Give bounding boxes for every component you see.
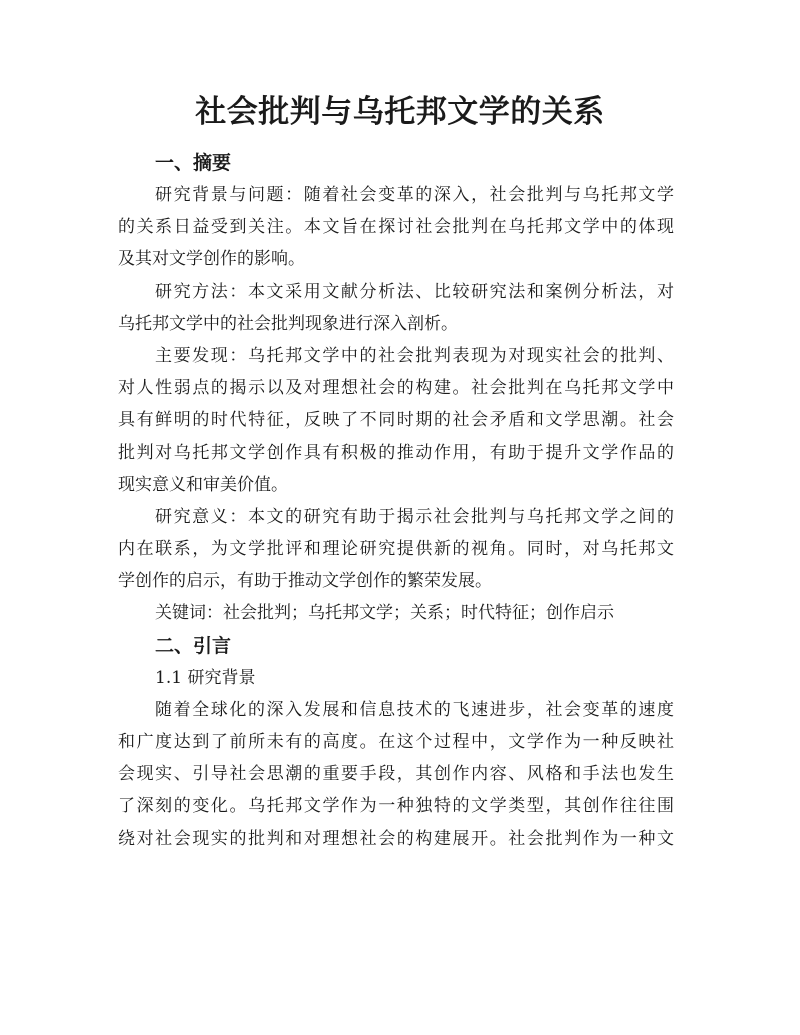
abstract-significance-paragraph [118,501,674,598]
paragraph-line: 主要发现：乌托邦文学中的社会批判表现为对现实社会的批判、 [155,345,674,366]
abstract-findings-paragraph [118,340,674,501]
section-heading-introduction: 二、引言 [155,634,232,657]
keywords-paragraph [118,597,674,629]
paragraph-line: 内在联系，为文学批评和理论研究提供新的视角。同时，对乌托邦文 [118,539,674,560]
abstract-method-paragraph [118,276,674,340]
paragraph-line: 批判对乌托邦文学创作具有积极的推动作用，有助于提升文学作品的 [118,442,674,463]
abstract-background-paragraph [118,179,674,276]
paragraph-line: 具有鲜明的时代特征，反映了不同时期的社会矛盾和文学思潮。社会 [118,410,674,431]
paragraph-line: 现实意义和审美价值。 [118,474,288,495]
paragraph-line: 乌托邦文学中的社会批判现象进行深入剖析。 [118,313,458,334]
paragraph-line: 和广度达到了前所未有的高度。在这个过程中，文学作为一种反映社 [118,732,674,752]
paragraph-line: 的关系日益受到关注。本文旨在探讨社会批判在乌托邦文学中的体现 [118,217,674,238]
paragraph-line: 会现实、引导社会思潮的重要手段，其创作内容、风格和手法也发生 [118,764,674,785]
paragraph-line: 学创作的启示，有助于推动文学创作的繁荣发展。 [118,571,492,592]
paragraph-line: 了深刻的变化。乌托邦文学作为一种独特的文学类型，其创作往往围 [118,796,674,817]
paragraph-line: 随着全球化的深入发展和信息技术的飞速进步，社会变革的速度 [155,699,674,720]
paragraph-line: 研究意义：本文的研究有助于揭示社会批判与乌托邦文学之间的 [155,506,674,527]
paragraph-line: 对人性弱点的揭示以及对理想社会的构建。社会批判在乌托邦文学中 [118,378,674,399]
introduction-background-paragraph [118,694,674,855]
paragraph-line: 绕对社会现实的批判和对理想社会的构建展开。社会批判作为一种文 [118,828,674,849]
keywords-line: 关键词：社会批判；乌托邦文学；关系；时代特征；创作启示 [155,603,614,624]
paragraph-line: 及其对文学创作的影响。 [118,249,305,270]
subsection-heading-background: 1.1 研究背景 [155,667,256,688]
section-heading-abstract: 一、摘要 [155,152,232,174]
paragraph-line: 研究方法：本文采用文献分析法、比较研究法和案例分析法，对 [155,281,674,302]
page-title: 社会批判与乌托邦文学的关系 [195,94,605,130]
paragraph-line: 研究背景与问题：随着社会变革的深入，社会批判与乌托邦文学 [155,185,674,205]
document-body [118,147,674,855]
